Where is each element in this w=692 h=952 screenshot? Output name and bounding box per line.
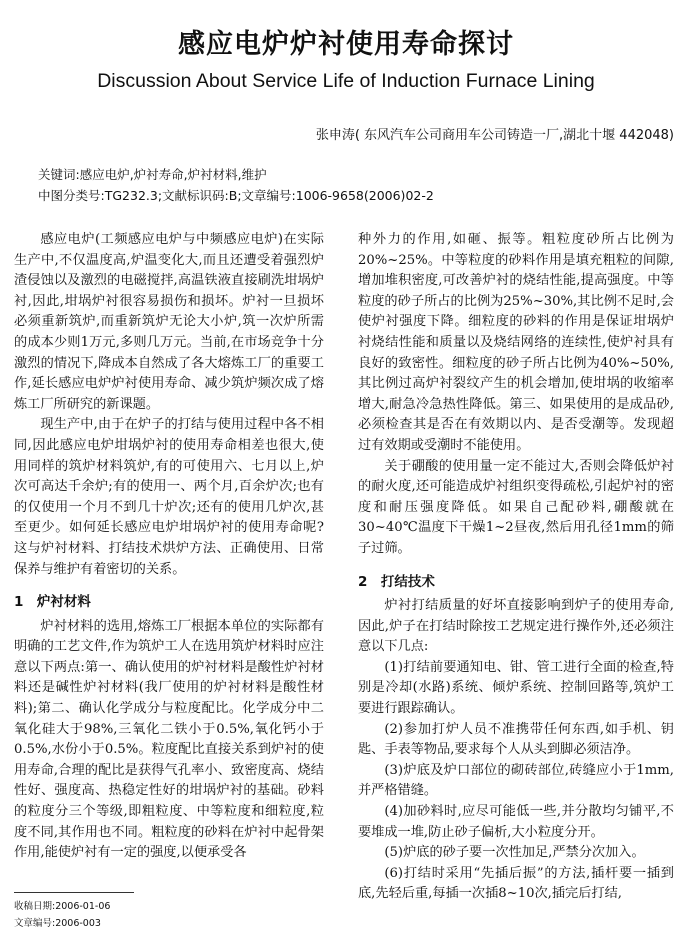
- left-column: [14, 230, 324, 864]
- paragraph: 种外力的作用,如砸、振等。粗粒度砂所占比例为20%~25%。中等粒度的砂料作用是填充粗粒的间隙,增加堆积密度,可改善炉衬的烧结性能,提高强度。中等粒度的砂子所占的比例为25%~30%,其比例不足时,会使炉衬强度下降。细粒度的砂料的作用是保证坩埚炉衬烧结性能和质量以及烧结网络的连续性,使炉衬具有良好的致密性。细粒度的砂子所占比例为40%~50%,其比例过高炉衬裂纹产生的机会增加,使坩埚的收缩率增大,耐急冷急热性降低。第三、如果使用的是成品砂,必须检查其是否在有效期以内、是否受潮等。发现超过有效期或受潮时不能使用。: [358, 232, 674, 453]
- article-number: 文章编号:2006-003: [14, 918, 101, 929]
- paragraph: 感应电炉(工频感应电炉与中频感应电炉)在实际生产中,不仅温度高,炉温变化大,而且还遭受着强烈炉渣侵蚀以及激烈的电磁搅拌,高温铁液直接刷洗坩埚炉衬,因此,坩埚炉衬很容易损伤和损坏。炉衬一旦损坏必须重新筑炉,而重新筑炉无论大小炉,筑一次炉所需的成本少则1万元,多则几万元。当前,在市场竞争十分激烈的情况下,降成本自然成了各大熔炼工厂的重要工作,延长感应电炉炉衬使用寿命、减少筑炉频次成了熔炼工厂所研究的新课题。: [14, 232, 324, 412]
- title-english: Discussion About Service Life of Induction Furnace Lining: [97, 70, 595, 92]
- list-item: (2)参加打炉人员不准携带任何东西,如手机、钥匙、手表等物品,要求每个人从头到脚必须洁净。: [358, 721, 674, 758]
- keywords: 关键词:感应电炉,炉衬寿命,炉衬材料,维护: [38, 167, 267, 182]
- classification-line: 中图分类号:TG232.3;文献标识码:B;文章编号:1006-9658(2006)02-2: [38, 188, 434, 203]
- list-item: (6)打结时采用“先插后振”的方法,插杆要一插到底,先轻后重,每插一次插8~10次,插完后打结,: [358, 865, 674, 902]
- section-heading: 2 打结技术: [358, 573, 435, 590]
- paragraph: 现生产中,由于在炉子的打结与使用过程中各不相同,因此感应电炉坩埚炉衬的使用寿命相差也很大,使用同样的筑炉材料筑炉,有的可使用六、七月以上,炉次可高达千余炉;有的使用一、两个月,百余炉次;也有的仅使用一个月不到几十炉次;还有的使用几炉次,甚至更少。如何延长感应电炉坩埚炉衬的使用寿命呢?这与炉衬材料、打结技术烘炉方法、正确使用、日常保养与维护有着密切的关系。: [14, 417, 324, 577]
- paragraph: 炉衬材料的选用,熔炼工厂根据本单位的实际都有明确的工艺文件,作为筑炉工人在选用筑炉材料时应注意以下两点:第一、确认使用的炉衬材料是酸性炉衬材料还是碱性炉衬材料(我厂使用的炉衬材料是酸性材料);第二、确认化学成分与粒度配比。化学成分中二氧化硅大于98%,三氧化二铁小于0.5%,氧化钙小于0.5%,水份小于0.5%。粒度配比直接关系到炉衬的使用寿命,合理的配比是获得气孔率小、致密度高、烧结性好、强度高、热稳定性好的坩埚炉衬的基础。砂料的粒度分三个等级,即粗粒度、中等粒度和细粒度,粒度不同,其作用也不同。粗粒度的砂料在炉衬中起骨架作用,能使炉衬有一定的强度,以便承受各: [14, 618, 324, 861]
- paragraph: 炉衬打结质量的好坏直接影响到炉子的使用寿命,因此,炉子在打结时除按工艺规定进行操作外,还必须注意以下几点:: [358, 598, 674, 655]
- section-heading: 1 炉衬材料: [14, 594, 91, 611]
- paragraph: 关于硼酸的使用量一定不能过大,否则会降低炉衬的耐火度,还可能造成炉衬组织变得疏松,引起炉衬的密度和耐压强度降低。如果自己配砂料,硼酸就在30~40℃温度下干燥1~2昼夜,然后用孔径1mm的筛子过筛。: [358, 458, 674, 556]
- author-line: 张申涛( 东风汽车公司商用车公司铸造一厂,湖北十堰 442048): [315, 128, 674, 143]
- received-date: 收稿日期:2006-01-06: [14, 901, 111, 912]
- list-item: (3)炉底及炉口部位的砌砖部位,砖缝应小于1mm,并严格错缝。: [358, 762, 674, 799]
- right-column: [358, 230, 674, 905]
- list-item: (1)打结前要通知电、钳、管工进行全面的检查,特别是冷却(水路)系统、倾炉系统、控制回路等,筑炉工要进行跟踪确认。: [358, 659, 674, 717]
- list-item: (4)加砂料时,应尽可能低一些,并分散均匀铺平,不要堆成一堆,防止砂子偏析,大小粒度分开。: [358, 804, 674, 840]
- list-item: (5)炉底的砂子要一次性加足,严禁分次加入。: [384, 845, 645, 861]
- footnote-divider: [14, 892, 134, 893]
- title-chinese: 感应电炉炉衬使用寿命探讨: [178, 29, 514, 60]
